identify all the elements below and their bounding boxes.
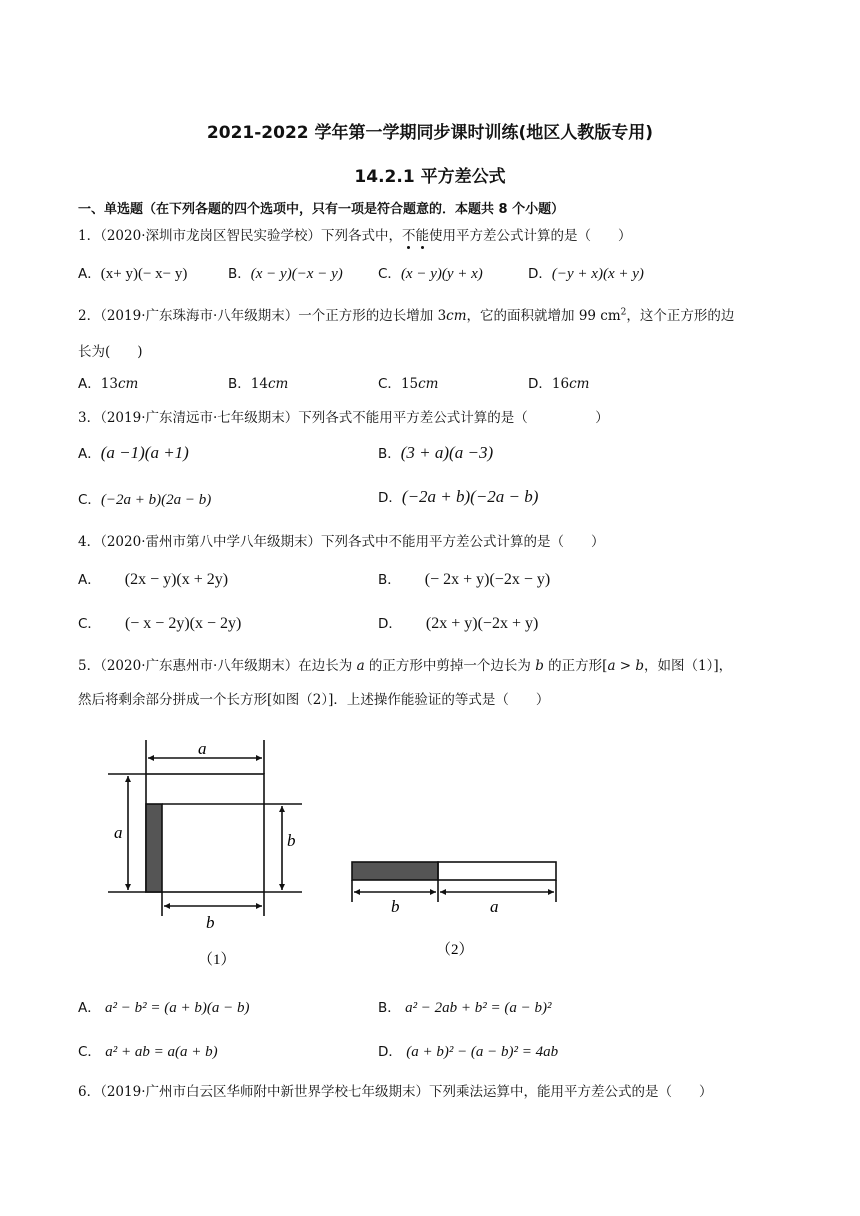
fig1-label-bottom: b [206, 913, 215, 932]
fig1-label-top: a [198, 739, 207, 758]
fig2-caption: （2） [436, 942, 474, 958]
q3-option-d[interactable]: D．(−2a + b)(−2a − b) [378, 487, 539, 506]
q5-option-b[interactable]: B． a² − 2ab + b² = (a − b)² [378, 1000, 552, 1016]
q2-option-c[interactable]: C．15cm [378, 376, 439, 392]
q4-option-c[interactable]: C． (− x − 2y)(x − 2y) [78, 615, 242, 632]
q4-option-b[interactable]: B． (− 2x + y)(−2x − y) [378, 571, 551, 588]
fig1-shaded-strip [146, 804, 162, 892]
q1-option-a[interactable]: A．(x+ y)(− x− y) [78, 266, 188, 282]
emphasis-dot-2: 能 [416, 224, 430, 244]
q3-option-c[interactable]: C．(−2a + b)(2a − b) [78, 492, 212, 508]
q2-option-a[interactable]: A．13cm [78, 376, 139, 392]
q2-option-b[interactable]: B．14cm [228, 376, 289, 392]
question-6-stem: 6．（2019·广州市白云区华师附中新世界学校七年级期末）下列乘法运算中，能用平方差公式的是（ ） [78, 1084, 713, 1100]
fig1-label-right: b [287, 831, 296, 850]
question-5-stem-line2: 然后将剩余部分拼成一个长方形[如图（2）]．上述操作能验证的等式是（ ） [78, 692, 550, 708]
question-4-stem: 4．（2020·雷州市第八中学八年级期末）下列各式中不能用平方差公式计算的是（ ） [78, 534, 605, 550]
q1-option-b[interactable]: B．(x − y)(−x − y) [228, 266, 343, 282]
document-subtitle: 14.2.1 平方差公式 [354, 167, 506, 187]
q1-option-d[interactable]: D．(−y + x)(x + y) [528, 266, 644, 282]
q4-option-d[interactable]: D． (2x + y)(−2x + y) [378, 615, 539, 632]
q4-option-a[interactable]: A． (2x − y)(x + 2y) [78, 571, 229, 588]
question-1-stem: 1．（2020·深圳市龙岗区智民实验学校）下列各式中，不能使用平方差公式计算的是（ ） [78, 224, 632, 244]
question-3-stem: 3．（2019·广东清远市·七年级期末）下列各式不能用平方差公式计算的是（ ） [78, 410, 609, 426]
fig1-label-left: a [114, 823, 123, 842]
q5-option-c[interactable]: C． a² + ab = a(a + b) [78, 1044, 218, 1060]
fig1-outer-square [146, 774, 264, 892]
emphasis-dot-1: 不 [402, 224, 416, 244]
q3-option-b[interactable]: B．(3 + a)(a −3) [378, 443, 494, 462]
q5-option-a[interactable]: A． a² − b² = (a + b)(a − b) [78, 1000, 250, 1016]
fig2-label-b: b [391, 897, 400, 916]
fig1-caption: （1） [198, 952, 236, 968]
fig2-white-part [438, 862, 556, 880]
q5-option-d[interactable]: D． (a + b)² − (a − b)² = 4ab [378, 1044, 559, 1060]
fig2-label-a: a [490, 897, 499, 916]
question-2-stem-line1: 2．（2019·广东珠海市·八年级期末）一个正方形的边长增加 3cm，它的面积就增加 99 $cm^2$，这个正方形的边 [78, 307, 735, 324]
q2-option-d[interactable]: D．16cm [528, 376, 590, 392]
q1-option-c[interactable]: C．(x − y)(y + x) [378, 266, 483, 282]
question-5-figure [100, 736, 580, 976]
fig2-shaded-part [352, 862, 438, 880]
document-title: 2021-2022 学年第一学期同步课时训练(地区人教版专用) [206, 123, 654, 143]
q3-option-a[interactable]: A．(a −1)(a +1) [78, 443, 189, 462]
section-heading: 一、单选题（在下列各题的四个选项中，只有一项是符合题意的．本题共 8 个小题） [78, 202, 565, 217]
question-2-stem-line2: 长为( ) [78, 344, 143, 360]
question-5-stem-line1: 5．（2020·广东惠州市·八年级期末）在边长为 a 的正方形中剪掉一个边长为 b 的正方形[a > b，如图（1）]， [78, 658, 733, 674]
